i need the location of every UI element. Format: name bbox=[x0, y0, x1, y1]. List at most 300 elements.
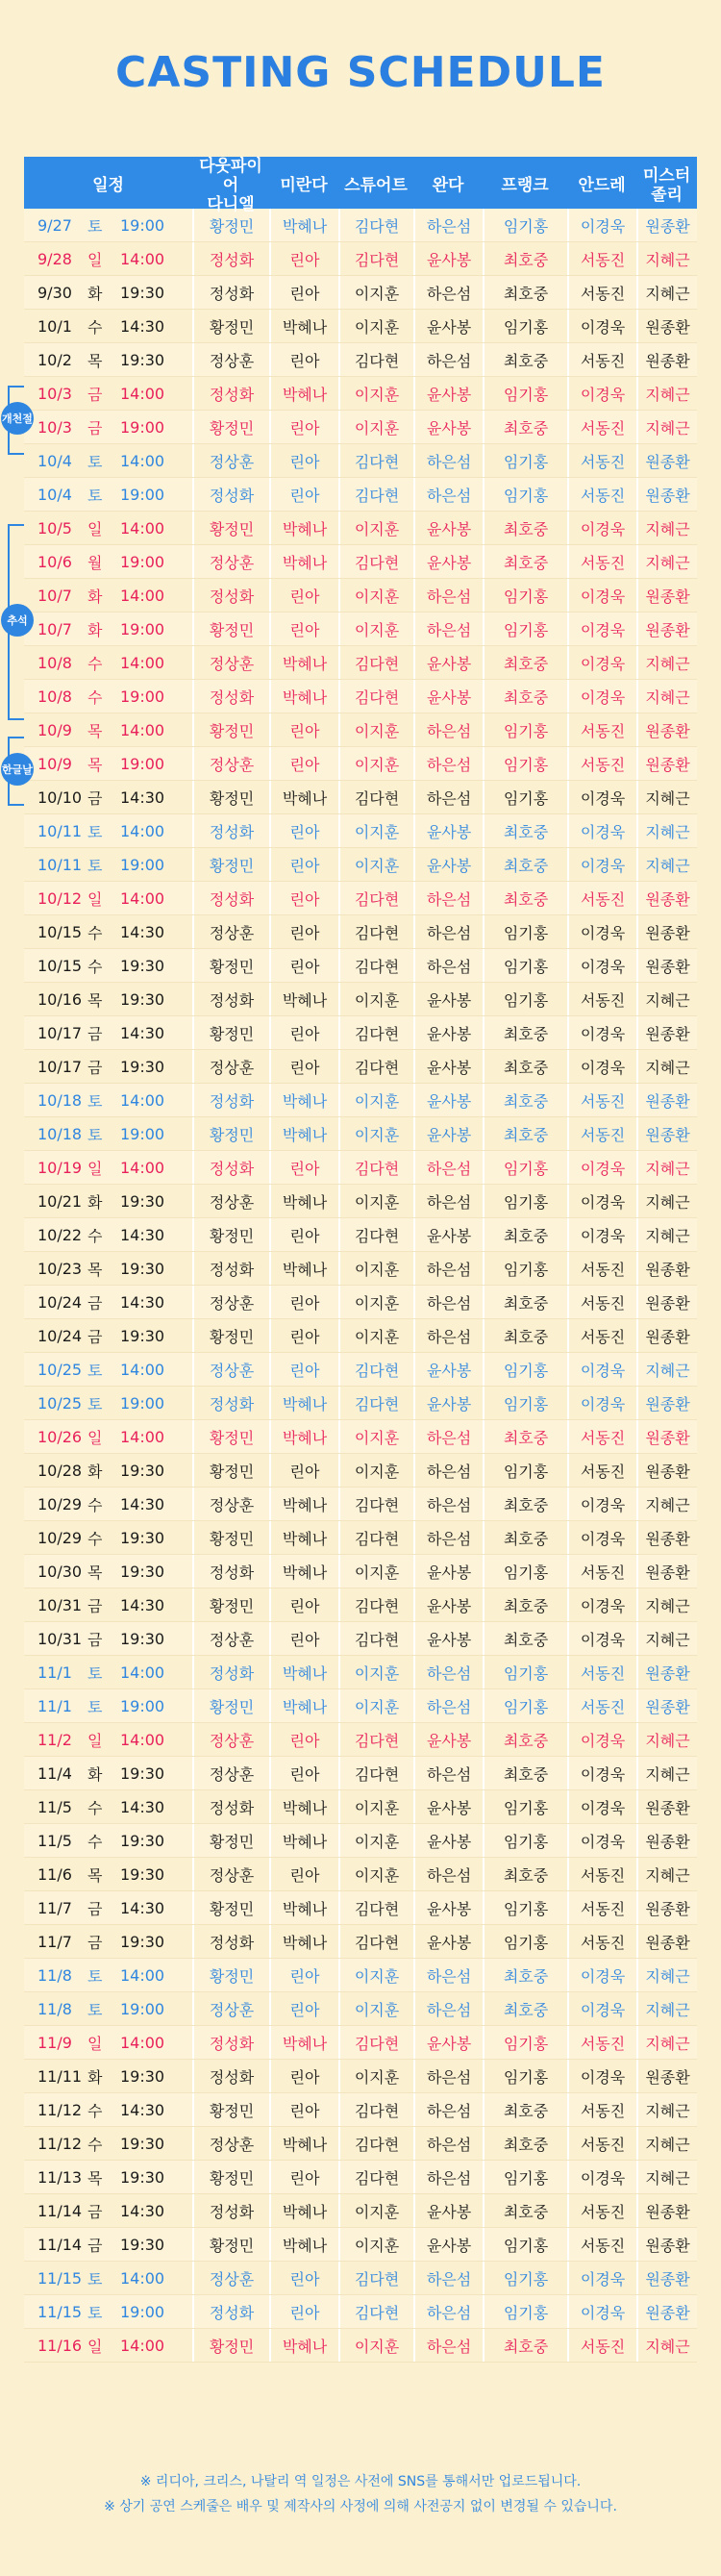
cast-frank: 최호중 bbox=[483, 1622, 567, 1655]
cast-andre: 이경욱 bbox=[567, 209, 636, 241]
cast-frank: 최호중 bbox=[483, 814, 567, 847]
row-date bbox=[24, 545, 192, 578]
table-row bbox=[24, 1723, 697, 1757]
cast-doubtfire: 황정민 bbox=[192, 1117, 269, 1150]
cast-miranda: 박혜나 bbox=[269, 983, 338, 1015]
cast-andre: 서동진 bbox=[567, 1084, 636, 1116]
date-text: 11/14 bbox=[37, 2201, 83, 2220]
cast-wanda: 하은섬 bbox=[413, 2161, 483, 2193]
cast-stuart: 이지훈 bbox=[338, 1319, 413, 1352]
row-date bbox=[24, 1622, 192, 1655]
table-row bbox=[24, 1420, 697, 1454]
cast-frank: 최호중 bbox=[483, 512, 567, 544]
cast-andre: 서동진 bbox=[567, 2093, 636, 2126]
row-date bbox=[24, 343, 192, 376]
table-row bbox=[24, 1925, 697, 1959]
cast-stuart: 김다현 bbox=[338, 242, 413, 275]
cast-miranda: 린아 bbox=[269, 2161, 338, 2193]
time-text: 19:30 bbox=[120, 1629, 165, 1648]
cast-miranda: 린아 bbox=[269, 343, 338, 376]
cast-doubtfire: 정상훈 bbox=[192, 1992, 269, 2025]
cast-wanda: 윤사봉 bbox=[413, 1824, 483, 1857]
row-date bbox=[24, 1454, 192, 1487]
cast-doubtfire: 정성화 bbox=[192, 377, 269, 410]
cast-wanda: 윤사봉 bbox=[413, 2026, 483, 2059]
cast-andre: 이경욱 bbox=[567, 1016, 636, 1049]
cast-frank: 임기홍 bbox=[483, 1656, 567, 1688]
cast-mr-jolly: 지혜근 bbox=[636, 1218, 697, 1251]
cast-andre: 이경욱 bbox=[567, 1959, 636, 1991]
cast-wanda: 윤사봉 bbox=[413, 848, 483, 881]
cast-stuart: 김다현 bbox=[338, 2262, 413, 2294]
cast-wanda: 하은섬 bbox=[413, 2093, 483, 2126]
cast-wanda: 하은섬 bbox=[413, 747, 483, 780]
cast-wanda: 하은섬 bbox=[413, 949, 483, 982]
cast-wanda: 윤사봉 bbox=[413, 310, 483, 342]
row-date bbox=[24, 1319, 192, 1352]
cast-frank: 임기홍 bbox=[483, 1252, 567, 1285]
cast-andre: 서동진 bbox=[567, 411, 636, 443]
cast-miranda: 박혜나 bbox=[269, 512, 338, 544]
table-row bbox=[24, 1858, 697, 1891]
time-text: 14:00 bbox=[120, 1427, 165, 1446]
cast-doubtfire: 정상훈 bbox=[192, 444, 269, 477]
header-miranda: 미란다 bbox=[280, 176, 328, 195]
cast-frank: 임기홍 bbox=[483, 2295, 567, 2328]
cast-doubtfire: 정성화 bbox=[192, 814, 269, 847]
cast-stuart: 김다현 bbox=[338, 680, 413, 713]
cast-stuart: 이지훈 bbox=[338, 983, 413, 1015]
cast-stuart: 이지훈 bbox=[338, 1555, 413, 1588]
cast-mr-jolly: 원종환 bbox=[636, 2295, 697, 2328]
cast-andre: 서동진 bbox=[567, 2026, 636, 2059]
date-text: 10/9 bbox=[37, 720, 72, 739]
date-text: 10/7 bbox=[37, 586, 72, 605]
weekday-text: 금 bbox=[87, 1596, 103, 1615]
time-text: 19:30 bbox=[120, 2167, 165, 2187]
row-date bbox=[24, 310, 192, 342]
weekday-text: 화 bbox=[87, 1462, 103, 1481]
cast-wanda: 윤사봉 bbox=[413, 680, 483, 713]
weekday-text: 목 bbox=[87, 721, 103, 740]
row-date bbox=[24, 1252, 192, 1285]
cast-mr-jolly: 지혜근 bbox=[636, 781, 697, 813]
date-text: 10/10 bbox=[37, 788, 83, 807]
weekday-text: 금 bbox=[87, 1024, 103, 1043]
cast-mr-jolly: 원종환 bbox=[636, 310, 697, 342]
cast-miranda: 린아 bbox=[269, 1050, 338, 1083]
weekday-text: 금 bbox=[87, 2236, 103, 2255]
cast-andre: 서동진 bbox=[567, 276, 636, 309]
cast-frank: 최호중 bbox=[483, 242, 567, 275]
time-text: 19:00 bbox=[120, 552, 165, 571]
table-row bbox=[24, 814, 697, 848]
weekday-text: 화 bbox=[87, 284, 103, 303]
weekday-text: 수 bbox=[87, 654, 103, 673]
cast-mr-jolly: 원종환 bbox=[636, 1016, 697, 1049]
cast-doubtfire: 정성화 bbox=[192, 579, 269, 612]
cast-doubtfire: 정성화 bbox=[192, 276, 269, 309]
cast-wanda: 하은섬 bbox=[413, 1858, 483, 1890]
time-text: 19:00 bbox=[120, 1696, 165, 1715]
cast-miranda: 박혜나 bbox=[269, 1555, 338, 1588]
cast-doubtfire: 황정민 bbox=[192, 613, 269, 645]
cast-wanda: 하은섬 bbox=[413, 478, 483, 511]
cast-stuart: 김다현 bbox=[338, 1891, 413, 1924]
row-date bbox=[24, 377, 192, 410]
cast-andre: 이경욱 bbox=[567, 579, 636, 612]
row-date bbox=[24, 1588, 192, 1621]
time-text: 14:30 bbox=[120, 2201, 165, 2220]
cast-frank: 임기홍 bbox=[483, 1925, 567, 1958]
cast-doubtfire: 정상훈 bbox=[192, 1858, 269, 1890]
weekday-text: 화 bbox=[87, 2067, 103, 2087]
cast-mr-jolly: 지혜근 bbox=[636, 2329, 697, 2362]
date-text: 10/29 bbox=[37, 1528, 83, 1547]
date-text: 10/15 bbox=[37, 956, 83, 975]
table-row bbox=[24, 579, 697, 613]
cast-stuart: 김다현 bbox=[338, 1353, 413, 1386]
cast-frank: 임기홍 bbox=[483, 310, 567, 342]
time-text: 19:00 bbox=[120, 2302, 165, 2321]
weekday-text: 토 bbox=[87, 1361, 103, 1380]
cast-stuart: 김다현 bbox=[338, 915, 413, 948]
date-text: 11/14 bbox=[37, 2235, 83, 2254]
date-text: 11/1 bbox=[37, 1663, 72, 1682]
cast-mr-jolly: 지혜근 bbox=[636, 680, 697, 713]
cast-mr-jolly: 원종환 bbox=[636, 1420, 697, 1453]
date-text: 10/15 bbox=[37, 922, 83, 941]
cast-doubtfire: 황정민 bbox=[192, 2161, 269, 2193]
table-row bbox=[24, 1117, 697, 1151]
row-date bbox=[24, 1050, 192, 1083]
cast-wanda: 하은섬 bbox=[413, 1656, 483, 1688]
weekday-text: 목 bbox=[87, 2168, 103, 2188]
date-text: 10/12 bbox=[37, 888, 83, 908]
cast-stuart: 이지훈 bbox=[338, 747, 413, 780]
cast-wanda: 하은섬 bbox=[413, 613, 483, 645]
cast-andre: 서동진 bbox=[567, 1420, 636, 1453]
cast-andre: 이경욱 bbox=[567, 1723, 636, 1756]
cast-miranda: 린아 bbox=[269, 1016, 338, 1049]
weekday-text: 토 bbox=[87, 452, 103, 471]
cast-stuart: 이지훈 bbox=[338, 1858, 413, 1890]
cast-andre: 서동진 bbox=[567, 1252, 636, 1285]
table-row bbox=[24, 512, 697, 545]
date-text: 9/28 bbox=[37, 249, 72, 268]
cast-andre: 서동진 bbox=[567, 545, 636, 578]
cast-frank: 임기홍 bbox=[483, 2161, 567, 2193]
weekday-text: 일 bbox=[87, 889, 103, 909]
date-text: 10/9 bbox=[37, 754, 72, 773]
cast-doubtfire: 황정민 bbox=[192, 1454, 269, 1487]
cast-stuart: 김다현 bbox=[338, 545, 413, 578]
page-title: CASTING SCHEDULE bbox=[115, 48, 606, 97]
time-text: 14:30 bbox=[120, 1595, 165, 1614]
weekday-text: 수 bbox=[87, 1798, 103, 1817]
cast-mr-jolly: 지혜근 bbox=[636, 2026, 697, 2059]
cast-mr-jolly: 원종환 bbox=[636, 1891, 697, 1924]
row-date bbox=[24, 613, 192, 645]
cast-frank: 임기홍 bbox=[483, 1555, 567, 1588]
weekday-text: 금 bbox=[87, 385, 103, 404]
row-date bbox=[24, 2060, 192, 2092]
weekday-text: 월 bbox=[87, 553, 103, 572]
cast-stuart: 김다현 bbox=[338, 1387, 413, 1419]
row-date bbox=[24, 512, 192, 544]
cast-miranda: 박혜나 bbox=[269, 209, 338, 241]
cast-andre: 이경욱 bbox=[567, 949, 636, 982]
cast-frank: 임기홍 bbox=[483, 949, 567, 982]
row-date bbox=[24, 1218, 192, 1251]
cast-frank: 최호중 bbox=[483, 646, 567, 679]
date-text: 11/11 bbox=[37, 2066, 83, 2086]
date-text: 10/29 bbox=[37, 1494, 83, 1513]
header-andre: 안드레 bbox=[578, 176, 626, 195]
date-text: 11/5 bbox=[37, 1831, 72, 1850]
cast-stuart: 김다현 bbox=[338, 1588, 413, 1621]
cast-wanda: 윤사봉 bbox=[413, 242, 483, 275]
table-row bbox=[24, 1353, 697, 1387]
cast-mr-jolly: 원종환 bbox=[636, 1084, 697, 1116]
cast-frank: 임기홍 bbox=[483, 1151, 567, 1184]
cast-miranda: 박혜나 bbox=[269, 1252, 338, 1285]
cast-wanda: 윤사봉 bbox=[413, 512, 483, 544]
date-text: 11/13 bbox=[37, 2167, 83, 2187]
weekday-text: 일 bbox=[87, 250, 103, 269]
weekday-text: 목 bbox=[87, 1260, 103, 1279]
row-date bbox=[24, 2026, 192, 2059]
cast-mr-jolly: 지혜근 bbox=[636, 1185, 697, 1217]
cast-stuart: 이지훈 bbox=[338, 310, 413, 342]
date-text: 9/30 bbox=[37, 283, 72, 302]
cast-mr-jolly: 원종환 bbox=[636, 1521, 697, 1554]
cast-andre: 서동진 bbox=[567, 1117, 636, 1150]
cast-andre: 서동진 bbox=[567, 1286, 636, 1318]
date-text: 11/12 bbox=[37, 2100, 83, 2119]
table-row bbox=[24, 713, 697, 747]
cast-mr-jolly: 지혜근 bbox=[636, 1050, 697, 1083]
table-row bbox=[24, 747, 697, 781]
cast-stuart: 김다현 bbox=[338, 343, 413, 376]
cast-stuart: 김다현 bbox=[338, 1622, 413, 1655]
time-text: 14:00 bbox=[120, 451, 165, 470]
row-date bbox=[24, 2194, 192, 2227]
cast-frank: 최호중 bbox=[483, 1420, 567, 1453]
table-row bbox=[24, 1050, 697, 1084]
weekday-text: 일 bbox=[87, 1159, 103, 1178]
weekday-text: 일 bbox=[87, 1731, 103, 1750]
cast-frank: 임기홍 bbox=[483, 1185, 567, 1217]
cast-miranda: 린아 bbox=[269, 814, 338, 847]
table-row bbox=[24, 1016, 697, 1050]
cast-wanda: 윤사봉 bbox=[413, 1723, 483, 1756]
cast-miranda: 박혜나 bbox=[269, 646, 338, 679]
cast-miranda: 린아 bbox=[269, 478, 338, 511]
cast-doubtfire: 황정민 bbox=[192, 713, 269, 746]
cast-miranda: 린아 bbox=[269, 1622, 338, 1655]
weekday-text: 금 bbox=[87, 788, 103, 808]
cast-stuart: 김다현 bbox=[338, 781, 413, 813]
cast-frank: 최호중 bbox=[483, 1084, 567, 1116]
cast-doubtfire: 정성화 bbox=[192, 1151, 269, 1184]
date-text: 11/2 bbox=[37, 1730, 72, 1749]
cast-miranda: 린아 bbox=[269, 613, 338, 645]
row-date bbox=[24, 1925, 192, 1958]
cast-doubtfire: 정성화 bbox=[192, 1790, 269, 1823]
weekday-text: 토 bbox=[87, 1966, 103, 1986]
cast-wanda: 윤사봉 bbox=[413, 2228, 483, 2261]
cast-mr-jolly: 원종환 bbox=[636, 444, 697, 477]
cast-andre: 이경욱 bbox=[567, 613, 636, 645]
cast-andre: 서동진 bbox=[567, 2127, 636, 2160]
time-text: 14:30 bbox=[120, 1023, 165, 1042]
time-text: 14:00 bbox=[120, 518, 165, 538]
cast-wanda: 하은섬 bbox=[413, 2060, 483, 2092]
row-date bbox=[24, 781, 192, 813]
cast-mr-jolly: 원종환 bbox=[636, 1319, 697, 1352]
cast-andre: 이경욱 bbox=[567, 646, 636, 679]
date-text: 10/1 bbox=[37, 316, 72, 336]
cast-miranda: 박혜나 bbox=[269, 1185, 338, 1217]
date-text: 10/30 bbox=[37, 1562, 83, 1581]
cast-miranda: 박혜나 bbox=[269, 1656, 338, 1688]
cast-stuart: 이지훈 bbox=[338, 579, 413, 612]
cast-mr-jolly: 원종환 bbox=[636, 2262, 697, 2294]
cast-miranda: 박혜나 bbox=[269, 1689, 338, 1722]
cast-frank: 임기홍 bbox=[483, 613, 567, 645]
holiday-badge-hangeulnal: 한글날 bbox=[1, 753, 34, 786]
table-row bbox=[24, 1824, 697, 1858]
cast-wanda: 윤사봉 bbox=[413, 1218, 483, 1251]
time-text: 19:30 bbox=[120, 2066, 165, 2086]
weekday-text: 목 bbox=[87, 990, 103, 1010]
time-text: 19:00 bbox=[120, 754, 165, 773]
date-text: 10/31 bbox=[37, 1595, 83, 1614]
cast-mr-jolly: 지혜근 bbox=[636, 1959, 697, 1991]
cast-wanda: 윤사봉 bbox=[413, 814, 483, 847]
time-text: 19:30 bbox=[120, 956, 165, 975]
table-row bbox=[24, 1521, 697, 1555]
row-date bbox=[24, 276, 192, 309]
cast-frank: 임기홍 bbox=[483, 1387, 567, 1419]
weekday-text: 목 bbox=[87, 351, 103, 370]
cast-frank: 최호중 bbox=[483, 1858, 567, 1890]
cast-miranda: 린아 bbox=[269, 949, 338, 982]
table-row bbox=[24, 1891, 697, 1925]
cast-doubtfire: 정상훈 bbox=[192, 747, 269, 780]
date-text: 10/28 bbox=[37, 1461, 83, 1480]
table-row bbox=[24, 209, 697, 242]
time-text: 19:00 bbox=[120, 1124, 165, 1143]
cast-andre: 서동진 bbox=[567, 983, 636, 1015]
cast-miranda: 린아 bbox=[269, 1151, 338, 1184]
date-text: 11/12 bbox=[37, 2134, 83, 2153]
cast-stuart: 김다현 bbox=[338, 1723, 413, 1756]
cast-miranda: 린아 bbox=[269, 1992, 338, 2025]
date-text: 11/15 bbox=[37, 2302, 83, 2321]
row-date bbox=[24, 983, 192, 1015]
table-row bbox=[24, 1555, 697, 1588]
table-row bbox=[24, 1454, 697, 1488]
cast-doubtfire: 정성화 bbox=[192, 2060, 269, 2092]
cast-doubtfire: 황정민 bbox=[192, 209, 269, 241]
time-text: 14:30 bbox=[120, 788, 165, 807]
cast-andre: 서동진 bbox=[567, 1555, 636, 1588]
table-row bbox=[24, 781, 697, 814]
note-schedule-change: ※ 상기 공연 스케줄은 배우 및 제작사의 사정에 의해 사전공지 없이 변경될 수 있습니다. bbox=[104, 2499, 617, 2514]
row-date bbox=[24, 1959, 192, 1991]
cast-miranda: 린아 bbox=[269, 1959, 338, 1991]
cast-wanda: 하은섬 bbox=[413, 1521, 483, 1554]
time-text: 19:00 bbox=[120, 1393, 165, 1413]
time-text: 14:30 bbox=[120, 1225, 165, 1244]
cast-stuart: 김다현 bbox=[338, 2295, 413, 2328]
cast-stuart: 김다현 bbox=[338, 478, 413, 511]
cast-wanda: 하은섬 bbox=[413, 444, 483, 477]
cast-miranda: 린아 bbox=[269, 1218, 338, 1251]
cast-mr-jolly: 원종환 bbox=[636, 579, 697, 612]
cast-mr-jolly: 원종환 bbox=[636, 343, 697, 376]
cast-doubtfire: 정상훈 bbox=[192, 1185, 269, 1217]
cast-doubtfire: 정성화 bbox=[192, 2194, 269, 2227]
weekday-text: 수 bbox=[87, 688, 103, 707]
weekday-text: 수 bbox=[87, 2101, 103, 2120]
cast-mr-jolly: 지혜근 bbox=[636, 1622, 697, 1655]
cast-stuart: 이지훈 bbox=[338, 1824, 413, 1857]
cast-stuart: 이지훈 bbox=[338, 1959, 413, 1991]
cast-miranda: 린아 bbox=[269, 444, 338, 477]
date-text: 10/24 bbox=[37, 1326, 83, 1345]
cast-doubtfire: 정성화 bbox=[192, 882, 269, 914]
row-date bbox=[24, 1016, 192, 1049]
time-text: 19:30 bbox=[120, 1763, 165, 1783]
cast-frank: 최호중 bbox=[483, 1757, 567, 1789]
cast-wanda: 하은섬 bbox=[413, 781, 483, 813]
table-row bbox=[24, 2060, 697, 2093]
cast-frank: 임기홍 bbox=[483, 2228, 567, 2261]
cast-mr-jolly: 원종환 bbox=[636, 747, 697, 780]
weekday-text: 수 bbox=[87, 923, 103, 942]
time-text: 14:00 bbox=[120, 821, 165, 840]
weekday-text: 화 bbox=[87, 1192, 103, 1212]
table-row bbox=[24, 1252, 697, 1286]
date-text: 10/2 bbox=[37, 350, 72, 369]
row-date bbox=[24, 1824, 192, 1857]
row-date bbox=[24, 1488, 192, 1520]
cast-mr-jolly: 원종환 bbox=[636, 1656, 697, 1688]
weekday-text: 금 bbox=[87, 1933, 103, 1952]
cast-frank: 임기홍 bbox=[483, 1689, 567, 1722]
time-text: 14:00 bbox=[120, 2336, 165, 2355]
cast-andre: 서동진 bbox=[567, 444, 636, 477]
weekday-text: 토 bbox=[87, 2000, 103, 2019]
cast-frank: 임기홍 bbox=[483, 2262, 567, 2294]
cast-miranda: 박혜나 bbox=[269, 1891, 338, 1924]
row-date bbox=[24, 1555, 192, 1588]
cast-andre: 이경욱 bbox=[567, 680, 636, 713]
time-text: 14:00 bbox=[120, 1965, 165, 1985]
table-row bbox=[24, 2262, 697, 2295]
cast-miranda: 박혜나 bbox=[269, 680, 338, 713]
cast-wanda: 하은섬 bbox=[413, 882, 483, 914]
time-text: 14:00 bbox=[120, 1090, 165, 1110]
cast-mr-jolly: 원종환 bbox=[636, 2060, 697, 2092]
cast-wanda: 하은섬 bbox=[413, 1420, 483, 1453]
time-text: 14:30 bbox=[120, 316, 165, 336]
time-text: 19:00 bbox=[120, 687, 165, 706]
cast-doubtfire: 정성화 bbox=[192, 1925, 269, 1958]
